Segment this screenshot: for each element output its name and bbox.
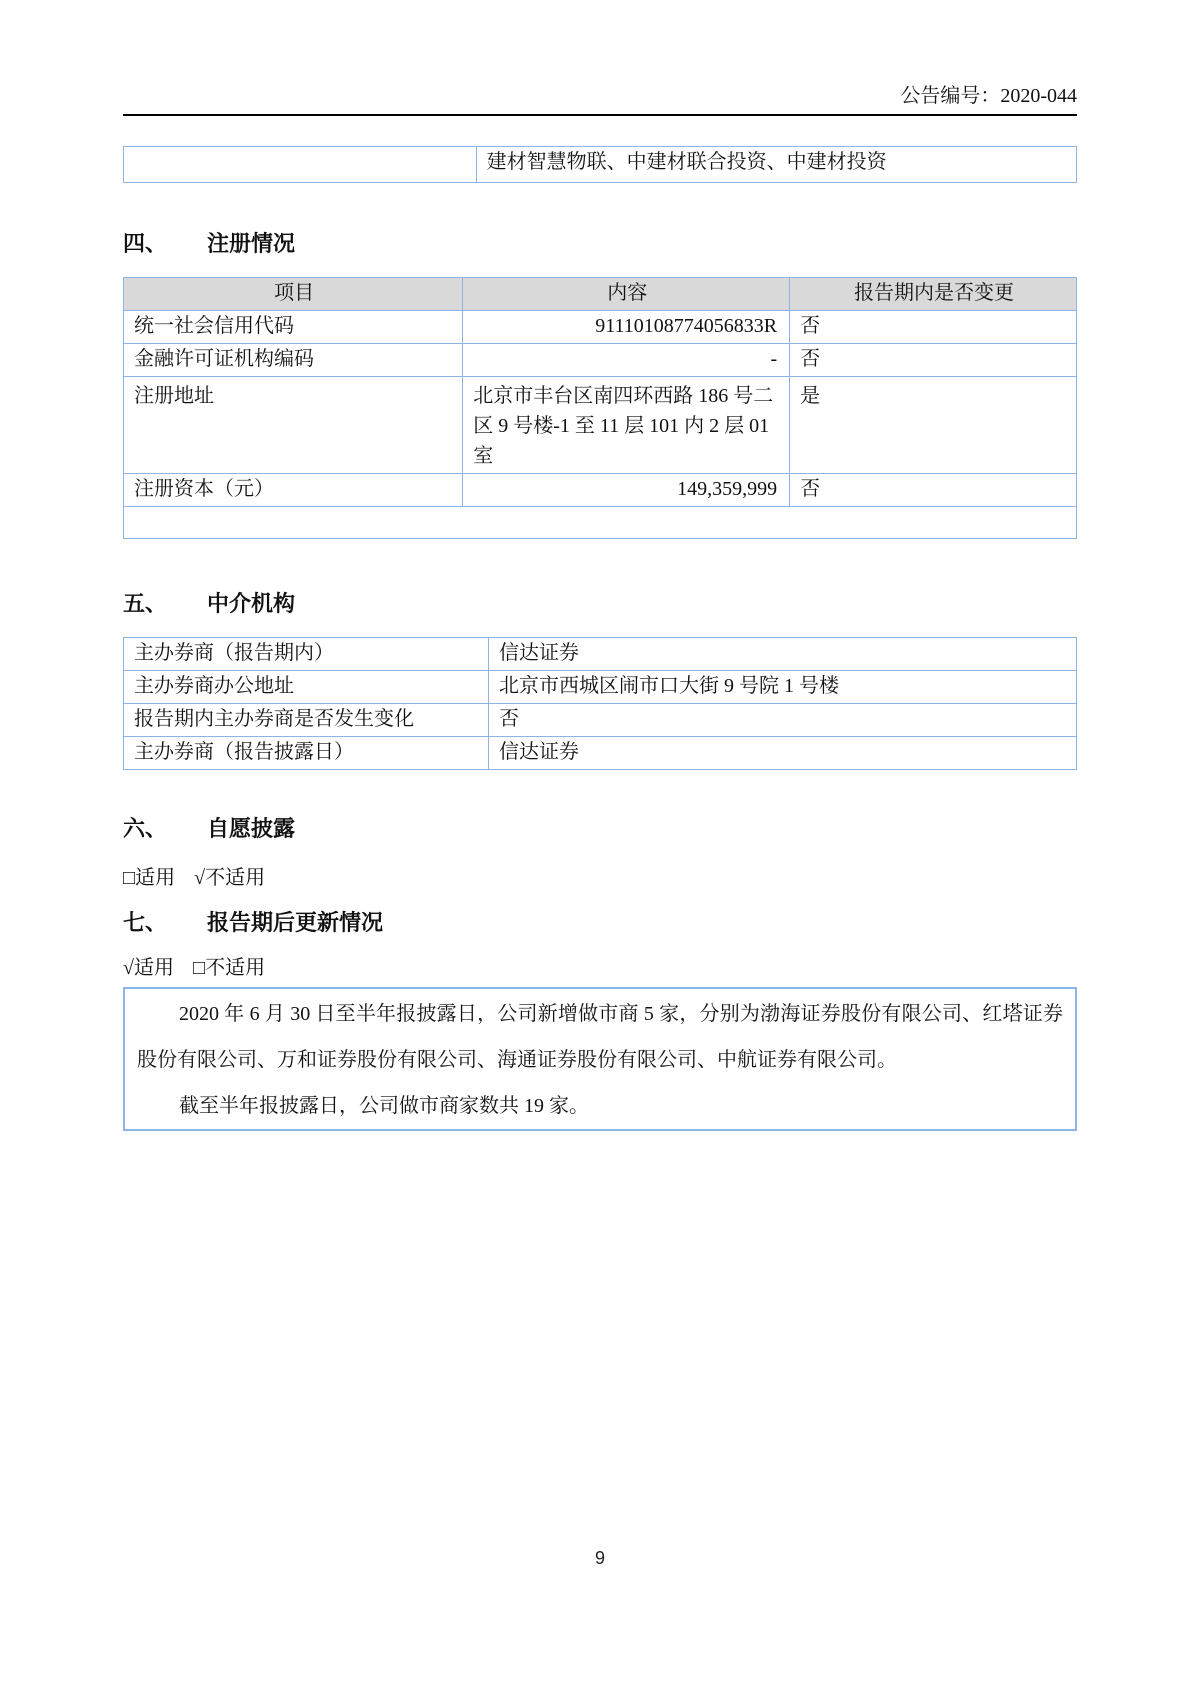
label-cell: 主办券商（报告披露日） <box>124 737 489 770</box>
value-cell: 信达证券 <box>488 638 1076 671</box>
section-title-voluntary <box>123 816 1077 842</box>
section-title-registration <box>123 231 1077 257</box>
table-row <box>124 474 1077 507</box>
table-row-empty <box>124 507 1077 539</box>
col-header-changed: 报告期内是否变更 <box>790 278 1077 311</box>
table-row <box>124 704 1077 737</box>
content-cell: 北京市丰台区南四环西路 186 号二区 9 号楼-1 至 11 层 101 内 2 层 01 室 <box>463 377 790 474</box>
item-cell: 金融许可证机构编码 <box>124 344 463 377</box>
section-number: 五、 <box>123 591 168 616</box>
empty-cell <box>124 507 1077 539</box>
post-period-disclosure-box <box>123 987 1077 1131</box>
item-cell: 注册地址 <box>124 377 463 474</box>
content-cell: - <box>463 344 790 377</box>
label-cell: 报告期内主办券商是否发生变化 <box>124 704 489 737</box>
table-header-row <box>124 278 1077 311</box>
checkbox-applicable: □适用 <box>123 867 176 889</box>
carryover-table <box>123 146 1077 183</box>
disclosure-paragraph: 截至半年报披露日，公司做市商家数共 19 家。 <box>179 1095 589 1117</box>
label-cell: 主办券商办公地址 <box>124 671 489 704</box>
table-row <box>124 737 1077 770</box>
header-rule <box>123 114 1077 116</box>
section-number: 四、 <box>123 231 168 256</box>
value-cell: 否 <box>488 704 1076 737</box>
carryover-value-cell: 建材智慧物联、中建材联合投资、中建材投资 <box>476 147 1076 183</box>
section-title-post-period <box>123 910 1077 936</box>
table-row <box>124 377 1077 474</box>
table-row <box>124 671 1077 704</box>
item-cell: 统一社会信用代码 <box>124 311 463 344</box>
changed-cell: 是 <box>790 377 1077 474</box>
section-title-intermediary <box>123 591 1077 617</box>
table-row <box>124 311 1077 344</box>
value-cell: 信达证券 <box>488 737 1076 770</box>
section-title-text: 报告期后更新情况 <box>207 910 384 935</box>
value-cell: 北京市西城区闹市口大街 9 号院 1 号楼 <box>488 671 1076 704</box>
voluntary-applicability <box>123 866 1077 890</box>
disclosure-paragraph: 2020 年 6 月 30 日至半年报披露日，公司新增做市商 5 家，分别为渤海证券股份有限公司、红塔证券股份有限公司、万和证券股份有限公司、海通证券股份有限公司、中航证券有限公司。 <box>137 1003 1063 1071</box>
changed-cell: 否 <box>790 311 1077 344</box>
section-number: 六、 <box>123 816 168 841</box>
post-period-applicability <box>123 956 1077 980</box>
item-cell: 注册资本（元） <box>124 474 463 507</box>
changed-cell: 否 <box>790 474 1077 507</box>
registration-table <box>123 277 1077 539</box>
section-title-text: 注册情况 <box>207 231 296 256</box>
section-title-text: 中介机构 <box>207 591 296 616</box>
intermediary-table <box>123 637 1077 770</box>
checkbox-not-applicable: □不适用 <box>192 957 266 979</box>
table-row <box>124 638 1077 671</box>
content-cell: 91110108774056833R <box>463 311 790 344</box>
table-row <box>124 147 1077 183</box>
page-number: 9 <box>594 1548 605 1568</box>
section-number: 七、 <box>123 910 168 935</box>
content-cell: 149,359,999 <box>463 474 790 507</box>
col-header-item: 项目 <box>124 278 463 311</box>
section-title-text: 自愿披露 <box>207 816 296 841</box>
announcement-number: 公告编号：2020-044 <box>900 85 1077 107</box>
checkbox-applicable: √适用 <box>123 957 174 979</box>
changed-cell: 否 <box>790 344 1077 377</box>
col-header-content: 内容 <box>463 278 790 311</box>
carryover-item-cell <box>124 147 477 183</box>
checkbox-not-applicable: √不适用 <box>194 867 266 889</box>
label-cell: 主办券商（报告期内） <box>124 638 489 671</box>
table-row <box>124 344 1077 377</box>
